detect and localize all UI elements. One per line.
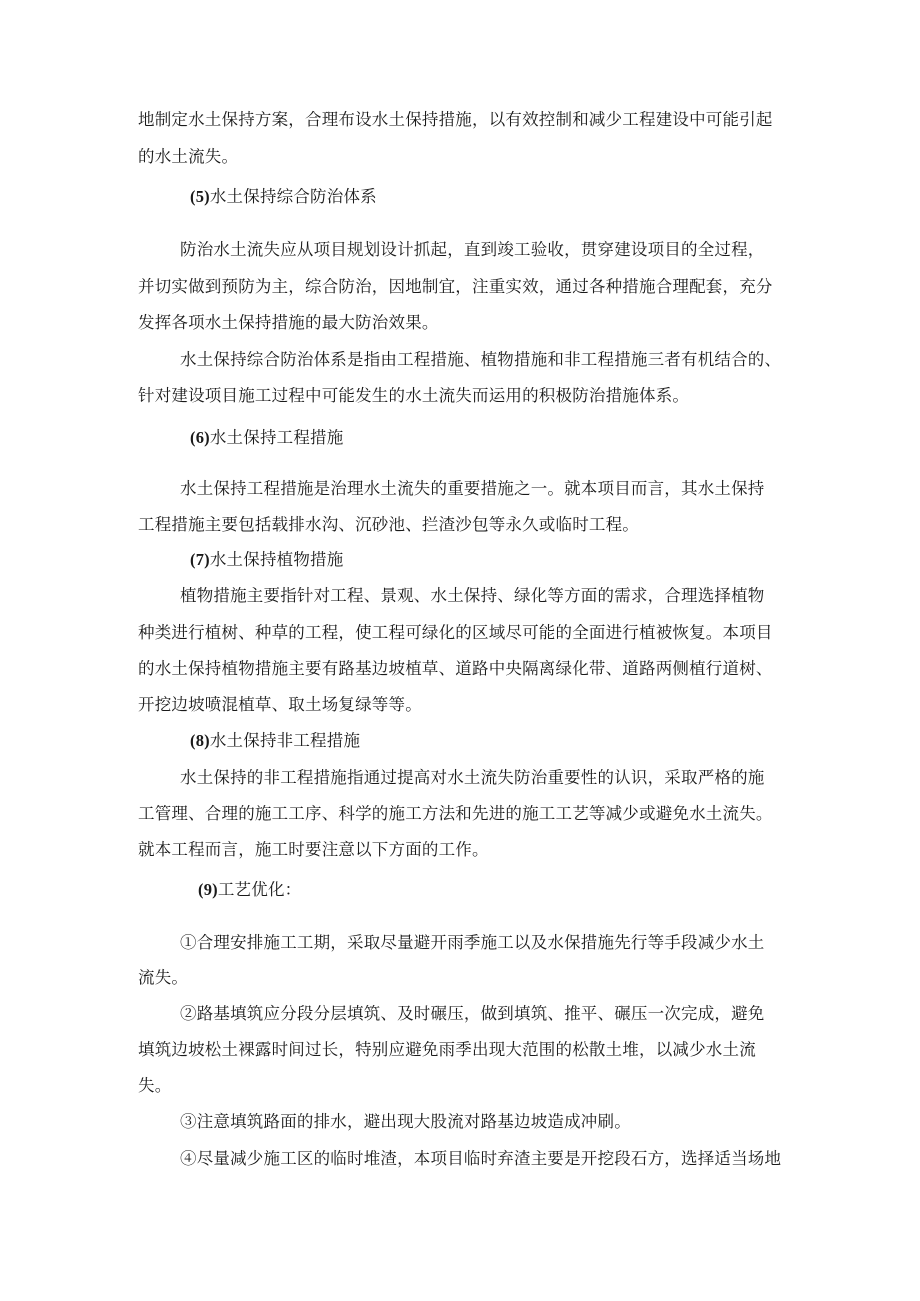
paragraph-line: 水土保持的非工程措施指通过提高对水土流失防治重要性的认识，采取严格的施 (180, 768, 765, 787)
section-heading-9 (198, 880, 301, 900)
paragraph-line: 发挥各项水土保持措施的最大防治效果。 (138, 313, 439, 332)
paragraph-line: 防治水土流失应从项目规划设计抓起，直到竣工验收，贯穿建设项目的全过程， (180, 240, 765, 259)
paragraph-line: 种类进行植树、种草的工程，使工程可绿化的区域尽可能的全面进行植被恢复。本项目 (138, 623, 773, 642)
paragraph-line: 的水土流失。 (138, 147, 239, 166)
list-item-line: ③注意填筑路面的排水，避出现大股流对路基边坡造成冲刷。 (180, 1112, 631, 1131)
section-number: (6) (190, 428, 210, 447)
list-item-line: ④尽量减少施工区的临时堆渣，本项目临时弃渣主要是开挖段石方，选择适当场地 (180, 1149, 782, 1168)
list-item-line: 流失。 (138, 968, 189, 987)
paragraph-line: 的水土保持植物措施主要有路基边坡植草、道路中央隔离绿化带、道路两侧植行道树、 (138, 659, 773, 678)
section-number: (5) (190, 187, 210, 206)
list-item-line: 填筑边坡松土裸露时间过长，特别应避免雨季出现大范围的松散土堆，以减少水土流 (138, 1040, 756, 1059)
paragraph-line: 就本工程而言，施工时要注意以下方面的工作。 (138, 840, 489, 859)
section-heading-8 (190, 731, 360, 751)
section-heading-5 (190, 187, 377, 207)
paragraph-line: 工程措施主要包括载排水沟、沉砂池、拦渣沙包等永久或临时工程。 (138, 515, 639, 534)
paragraph-line: 植物措施主要指针对工程、景观、水土保持、绿化等方面的需求，合理选择植物 (180, 586, 765, 605)
list-item-line: 失。 (138, 1076, 172, 1095)
section-number: (9) (198, 880, 218, 899)
paragraph-line: 开挖边坡喷混植草、取土场复绿等等。 (138, 695, 422, 714)
section-heading-6 (190, 428, 343, 448)
paragraph-line: 水土保持工程措施是治理水土流失的重要措施之一。就本项目而言，其水土保持 (180, 479, 765, 498)
paragraph-line: 并切实做到预防为主，综合防治，因地制宜，注重实效，通过各种措施合理配套，充分 (138, 277, 773, 296)
section-number: (7) (190, 550, 210, 569)
paragraph-line: 针对建设项目施工过程中可能发生的水土流失而运用的积极防治措施体系。 (138, 386, 690, 405)
list-item-line: ①合理安排施工工期，采取尽量避开雨季施工以及水保措施先行等手段减少水土 (180, 933, 765, 952)
section-title: 水土保持工程措施 (209, 428, 344, 447)
section-title: 工艺优化： (217, 880, 302, 899)
section-title: 水土保持综合防治体系 (209, 187, 377, 206)
paragraph-line: 工管理、合理的施工工序、科学的施工方法和先进的施工工艺等减少或避免水土流失。 (138, 804, 773, 823)
section-title: 水土保持植物措施 (209, 550, 344, 569)
paragraph-line: 地制定水土保持方案，合理布设水土保持措施，以有效控制和减少工程建设中可能引起 (138, 110, 773, 129)
section-number: (8) (190, 731, 210, 750)
section-title: 水土保持非工程措施 (209, 731, 361, 750)
section-heading-7 (190, 550, 343, 570)
list-item-line: ②路基填筑应分段分层填筑、及时碾压，做到填筑、推平、碾压一次完成，避免 (180, 1004, 765, 1023)
paragraph-line: 水土保持综合防治体系是指由工程措施、植物措施和非工程措施三者有机结合的、 (180, 350, 782, 369)
